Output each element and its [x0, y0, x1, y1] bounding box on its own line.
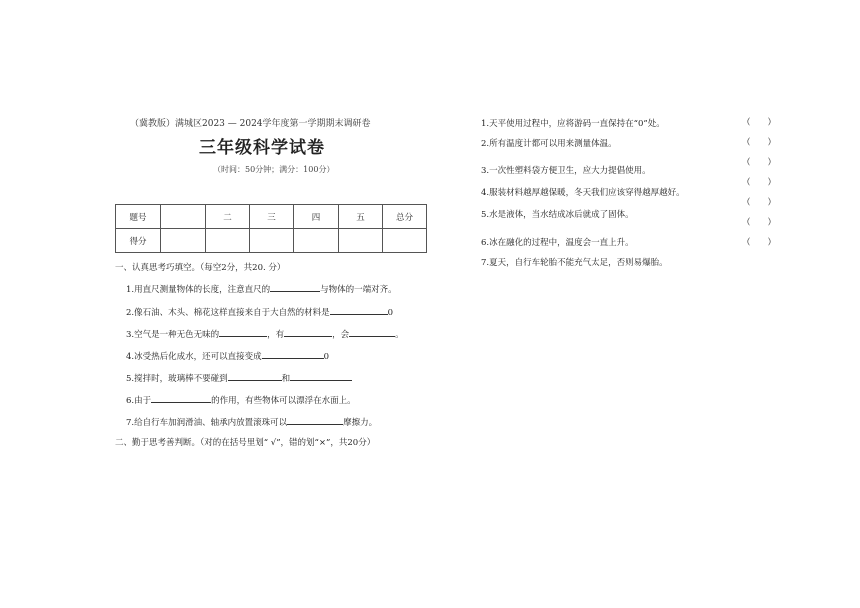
fill-question-6 — [126, 393, 356, 406]
score-input-cell[interactable] — [294, 229, 339, 253]
answer-parentheses[interactable]: （ ） — [742, 218, 777, 228]
answer-blank[interactable] — [219, 327, 267, 337]
fill-question-7 — [126, 415, 377, 428]
answer-blank[interactable] — [228, 371, 282, 381]
exam-title: 三年级科学试卷 — [199, 138, 325, 158]
judge-question-3: 3.一次性塑料袋方便卫生，应大力提倡使用。 — [481, 166, 651, 176]
score-table-cell: 四 — [294, 205, 339, 229]
score-input-cell[interactable] — [250, 229, 294, 253]
question-text: 6.由于 — [126, 396, 152, 406]
score-table-header-row — [116, 205, 427, 229]
answer-blank[interactable] — [287, 415, 343, 425]
score-table-cell: 得分 — [116, 229, 161, 253]
section2-heading: 二、勤于思考善判断。（对的在括号里划“ √”，错的划“×”，共20分） — [115, 438, 376, 448]
score-table-cell: 三 — [250, 205, 294, 229]
fill-question-4 — [126, 349, 329, 362]
answer-blank[interactable] — [270, 282, 320, 292]
question-text: 5.搅拌时，玻璃棒不要碰到 — [126, 374, 228, 384]
question-text: 0 — [387, 308, 394, 318]
answer-parentheses[interactable]: （ ） — [742, 138, 777, 148]
score-table — [115, 204, 427, 253]
question-text: 4.冰受热后化成水，还可以直接变成 — [126, 352, 262, 362]
fill-question-2 — [126, 305, 393, 318]
score-input-cell[interactable] — [206, 229, 250, 253]
section1-heading: 一、认真思考巧填空。（每空2分，共20. 分） — [115, 263, 286, 273]
judge-question-6: 6.冰在融化的过程中，温度会一直上升。 — [481, 238, 634, 248]
judge-question-5: 5.水是液体，当水结成冰后就成了固体。 — [481, 210, 634, 220]
question-text: 的作用，有些物体可以漂浮在水面上。 — [211, 396, 356, 406]
question-text: 和 — [281, 374, 291, 384]
score-table-cell — [161, 205, 206, 229]
answer-parentheses[interactable]: （ ） — [742, 158, 777, 168]
question-text: 0 — [323, 352, 330, 362]
judge-question-2: 2.所有温度计都可以用来测量体温。 — [481, 139, 617, 149]
fill-question-3 — [126, 327, 404, 340]
answer-parentheses[interactable]: （ ） — [742, 198, 777, 208]
question-text: 7.给自行车加润滑油、轴承内放置滚珠可以 — [126, 418, 288, 428]
judge-question-7: 7.夏天，自行车轮胎不能充气太足，否则易爆胎。 — [481, 258, 668, 268]
score-table-cell: 五 — [339, 205, 383, 229]
score-table-cell: 二 — [206, 205, 250, 229]
question-text: ，会 — [332, 330, 350, 340]
answer-parentheses[interactable]: （ ） — [742, 178, 777, 188]
question-text: 摩擦力。 — [343, 418, 378, 428]
question-text: ，有 — [267, 330, 285, 340]
judge-question-4: 4.服装材料越厚越保暖，冬天我们应该穿得越厚越好。 — [481, 188, 685, 198]
fill-question-5 — [126, 371, 352, 384]
score-input-cell[interactable] — [339, 229, 383, 253]
answer-blank[interactable] — [349, 327, 395, 337]
answer-parentheses[interactable]: （ ） — [742, 238, 777, 248]
question-text: 。 — [395, 330, 404, 340]
exam-header-line: （冀教版）满城区2023 — 2024学年度第一学期期末调研卷 — [130, 119, 371, 129]
answer-parentheses[interactable]: （ ） — [742, 118, 777, 128]
question-text: 3.空气是一种无色无味的 — [126, 330, 220, 340]
answer-blank[interactable] — [151, 393, 211, 403]
judge-question-1: 1.天平使用过程中，应将游码一直保持在“0”处。 — [481, 119, 665, 129]
exam-subtitle: （时间：50分钟；满分：100分） — [213, 165, 335, 174]
score-table-cell: 总分 — [383, 205, 427, 229]
question-text: 2.像石油、木头、棉花这样直接来自于大自然的材料是 — [126, 308, 330, 318]
answer-blank[interactable] — [284, 327, 332, 337]
score-table-cell: 题号 — [116, 205, 161, 229]
fill-question-1 — [126, 282, 397, 295]
score-input-cell[interactable] — [383, 229, 427, 253]
score-table-score-row — [116, 229, 427, 253]
answer-blank[interactable] — [262, 349, 324, 359]
answer-blank[interactable] — [330, 305, 388, 315]
score-input-cell[interactable] — [161, 229, 206, 253]
question-text: 与物体的一端对齐。 — [320, 285, 397, 295]
answer-blank[interactable] — [290, 371, 352, 381]
question-text: 1.用直尺测量物体的长度，注意直尺的 — [126, 285, 271, 295]
